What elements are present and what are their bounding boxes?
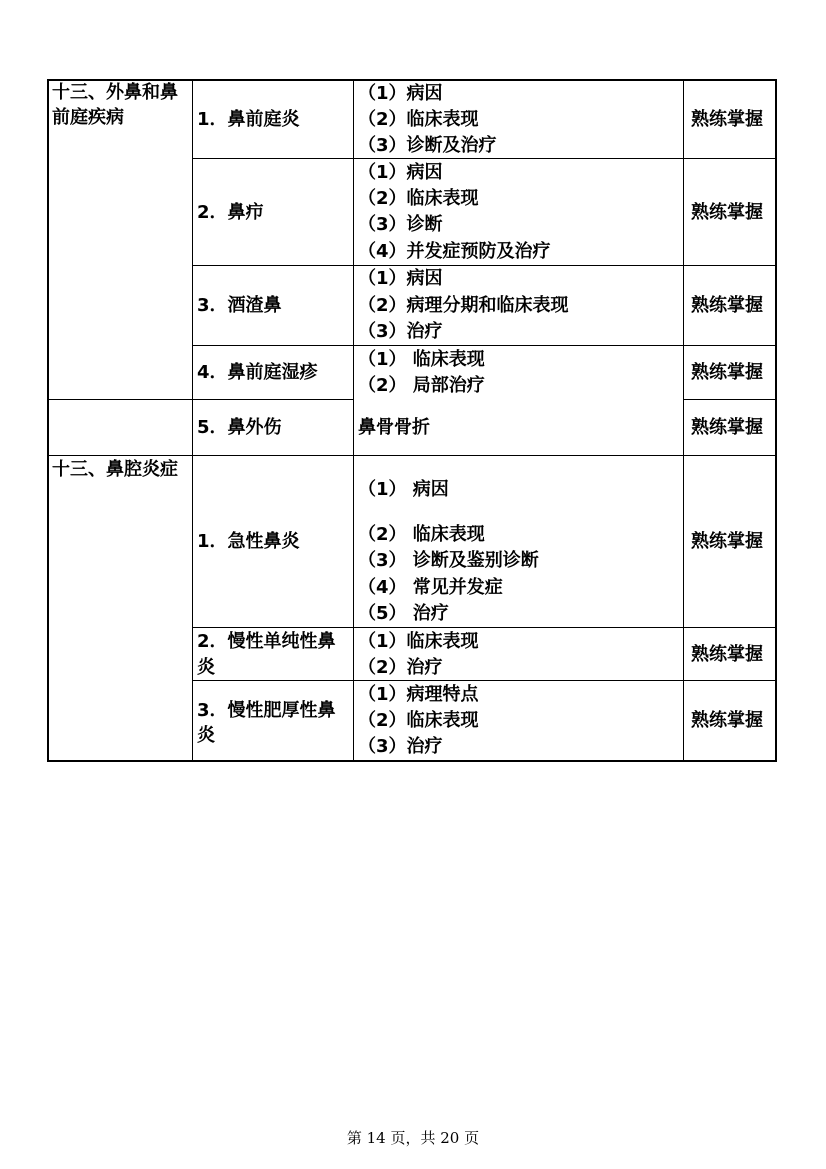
column-divider: [192, 79, 193, 762]
content-item: （1）病因: [358, 162, 443, 183]
content-item: （1）病因: [358, 268, 443, 289]
content-item: （3） 诊断及鉴别诊断: [358, 550, 539, 571]
column-divider: [353, 79, 354, 762]
content-item: （3）诊断及治疗: [358, 135, 497, 156]
section-title: 十三、外鼻和鼻: [52, 82, 178, 103]
content-item: （2）病理分期和临床表现: [358, 295, 569, 316]
topic-cell: 2．慢性单纯性鼻: [197, 631, 336, 652]
topic-cell: 5．鼻外伤: [197, 417, 282, 438]
topic-cell: 1．鼻前庭炎: [197, 109, 300, 130]
mastery-level: 熟练掌握: [691, 202, 763, 223]
topic-cell: 3．酒渣鼻: [197, 295, 282, 316]
table-border-left: [47, 79, 49, 762]
content-item: （1）病理特点: [358, 684, 479, 705]
content-item: （1） 病因: [358, 479, 449, 500]
content-item: （1）临床表现: [358, 631, 479, 652]
mastery-level: 熟练掌握: [691, 531, 763, 552]
mastery-level: 熟练掌握: [691, 417, 763, 438]
content-item: （2） 临床表现: [358, 524, 485, 545]
row-divider: [192, 627, 777, 628]
content-item: （2）治疗: [358, 657, 443, 678]
column-divider: [683, 79, 684, 762]
topic-cell: 2．鼻疖: [197, 202, 264, 223]
content-item: （3）诊断: [358, 214, 443, 235]
row-divider: [47, 455, 777, 456]
content-item: （4）并发症预防及治疗: [358, 241, 551, 262]
topic-cell: 4．鼻前庭湿疹: [197, 362, 318, 383]
row-divider: [192, 265, 777, 266]
row-divider: [47, 399, 353, 400]
mastery-level: 熟练掌握: [691, 710, 763, 731]
content-item: （3）治疗: [358, 321, 443, 342]
topic-cell: 3．慢性肥厚性鼻: [197, 700, 336, 721]
content-item: （3）治疗: [358, 736, 443, 757]
mastery-level: 熟练掌握: [691, 362, 763, 383]
content-item: （2）临床表现: [358, 109, 479, 130]
content-item: （4） 常见并发症: [358, 577, 503, 598]
section-title: 前庭疾病: [52, 107, 124, 128]
table-border-right: [775, 79, 777, 762]
content-item: （2） 局部治疗: [358, 375, 485, 396]
topic-cell: 炎: [197, 725, 215, 746]
page-footer: 第 14 页，共 20 页: [346, 1129, 480, 1147]
mastery-level: 熟练掌握: [691, 109, 763, 130]
mastery-level: 熟练掌握: [691, 295, 763, 316]
content-item: （2）临床表现: [358, 188, 479, 209]
content-item: （5） 治疗: [358, 603, 449, 624]
section-title: 十三、鼻腔炎症: [52, 459, 178, 480]
topic-cell: 炎: [197, 657, 215, 678]
row-divider: [192, 680, 777, 681]
content-item: 鼻骨骨折: [358, 417, 430, 438]
topic-cell: 1．急性鼻炎: [197, 531, 300, 552]
row-divider: [683, 399, 777, 400]
row-divider: [192, 345, 777, 346]
content-item: （1）病因: [358, 83, 443, 104]
content-item: （1） 临床表现: [358, 349, 485, 370]
mastery-level: 熟练掌握: [691, 644, 763, 665]
content-item: （2）临床表现: [358, 710, 479, 731]
table-border-bottom: [47, 760, 777, 762]
